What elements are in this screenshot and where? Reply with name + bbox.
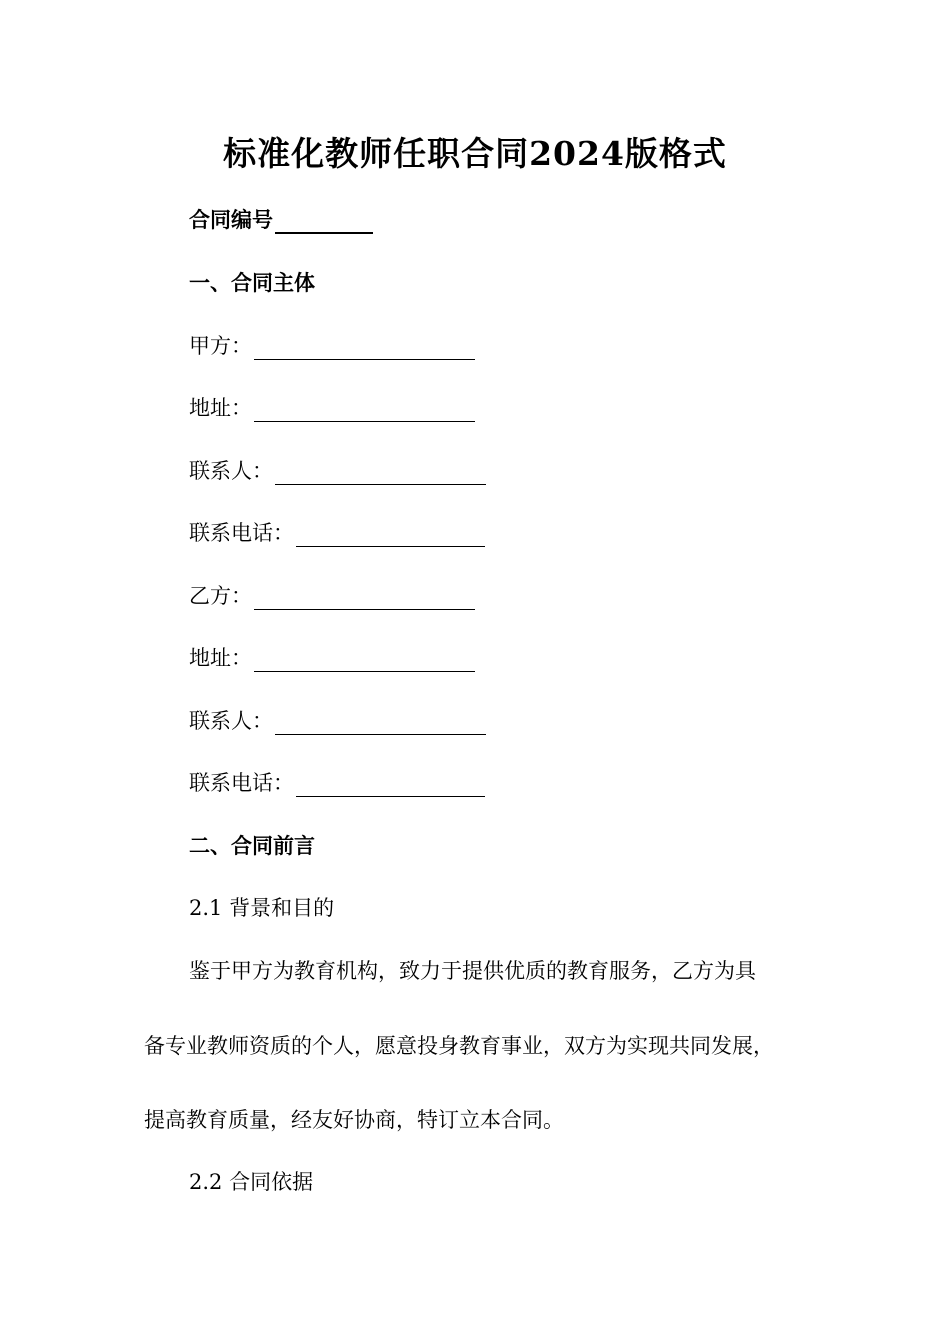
party-a-contact-row (189, 457, 486, 485)
party-b-contact-label: 联系人： (189, 709, 273, 733)
party-a-blank[interactable] (254, 339, 475, 360)
party-b-blank[interactable] (254, 589, 475, 610)
party-a-row (189, 332, 475, 360)
paragraph-2-1-line-2: 备专业教师资质的个人，愿意投身教育事业，双方为实现共同发展， (144, 1034, 774, 1058)
paragraph-2-1-line-3: 提高教育质量，经友好协商，特订立本合同。 (144, 1108, 564, 1132)
party-a-label: 甲方： (189, 334, 252, 358)
party-b-address-blank[interactable] (254, 651, 475, 672)
document-title: 标准化教师任职合同2024版格式 (223, 134, 727, 173)
party-b-phone-blank[interactable] (296, 776, 485, 797)
party-a-address-blank[interactable] (254, 401, 475, 422)
party-b-address-row (189, 644, 475, 672)
party-a-contact-label: 联系人： (189, 459, 273, 483)
party-a-address-label: 地址： (189, 396, 252, 420)
paragraph-2-1-line-1: 鉴于甲方为教育机构，致力于提供优质的教育服务，乙方为具 (189, 959, 756, 983)
party-b-phone-label: 联系电话： (189, 771, 294, 795)
party-a-phone-label: 联系电话： (189, 521, 294, 545)
party-a-phone-blank[interactable] (296, 526, 485, 547)
party-b-contact-blank[interactable] (275, 714, 486, 735)
party-a-phone-row (189, 519, 485, 547)
contract-number-label: 合同编号 (189, 207, 273, 232)
party-b-contact-row (189, 707, 486, 735)
party-b-phone-row (189, 769, 485, 797)
section-2-heading: 二、合同前言 (189, 833, 315, 858)
party-b-label: 乙方： (189, 584, 252, 608)
subsection-2-2-heading: 2.2 合同依据 (189, 1170, 314, 1194)
party-b-row (189, 582, 475, 610)
contract-number-blank[interactable] (275, 212, 373, 234)
party-b-address-label: 地址： (189, 646, 252, 670)
section-1-heading: 一、合同主体 (189, 270, 315, 295)
party-a-contact-blank[interactable] (275, 464, 486, 485)
party-a-address-row (189, 394, 475, 422)
subsection-2-1-heading: 2.1 背景和目的 (189, 896, 335, 920)
contract-number-row (189, 206, 373, 234)
